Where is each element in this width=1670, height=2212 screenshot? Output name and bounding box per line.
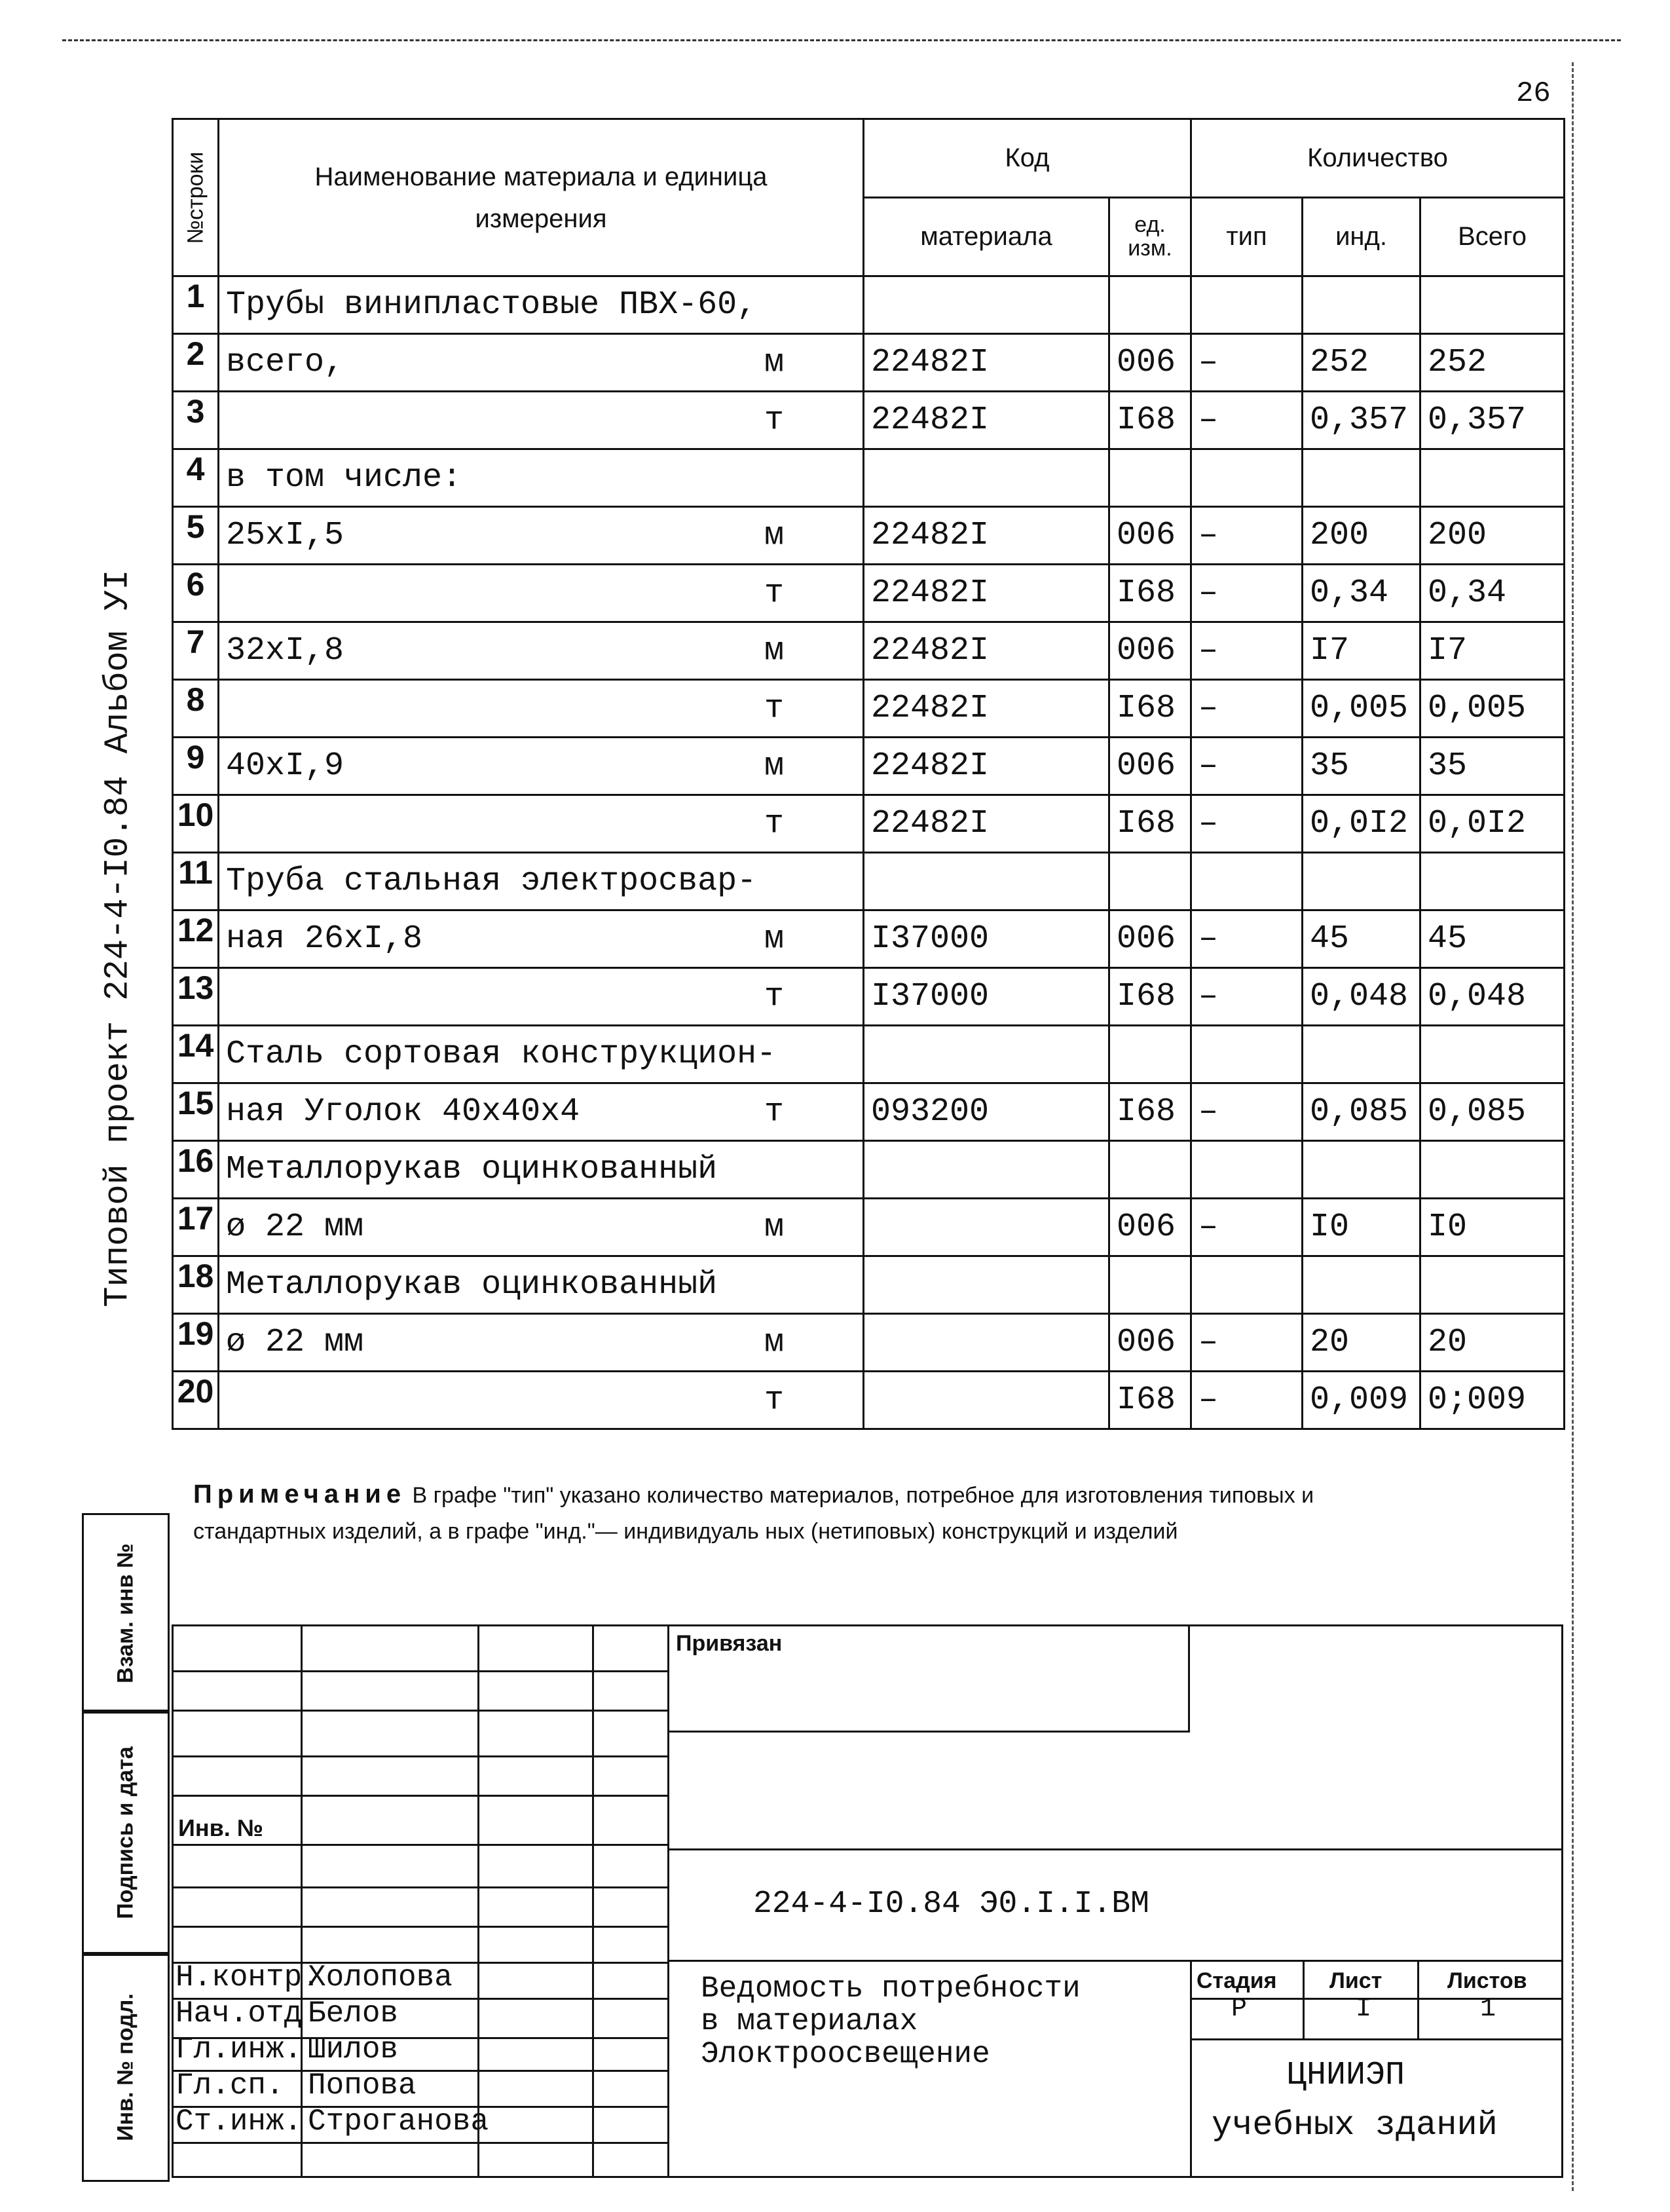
unit-code — [1109, 276, 1191, 334]
material-name — [219, 853, 864, 910]
qty-ind: 0,005 — [1303, 680, 1420, 738]
row-number: 5 — [173, 507, 219, 565]
material-code: 22482I — [864, 507, 1109, 565]
qty-total: 200 — [1420, 507, 1565, 565]
row-number: 17 — [173, 1199, 219, 1256]
material-code: 22482I — [864, 795, 1109, 853]
qty-ind: 20 — [1303, 1314, 1420, 1372]
row-number: 3 — [173, 392, 219, 449]
unit-text: м — [764, 1324, 784, 1361]
qty-type: – — [1191, 392, 1303, 449]
qty-total — [1420, 449, 1565, 507]
qty-total: 0,085 — [1420, 1083, 1565, 1141]
unit-text: м — [764, 344, 784, 381]
side-project-number: Типовой проект 224-4-I0.84 — [98, 776, 138, 1307]
material-name — [219, 1141, 864, 1199]
qty-ind: 35 — [1303, 738, 1420, 795]
table-row — [173, 1199, 1565, 1256]
unit-text: т — [764, 574, 784, 612]
unit-code: I68 — [1109, 1372, 1191, 1429]
table-row — [173, 1083, 1565, 1141]
qty-type: – — [1191, 968, 1303, 1026]
qty-type: – — [1191, 622, 1303, 680]
qty-type: – — [1191, 1199, 1303, 1256]
qty-type — [1191, 1026, 1303, 1083]
material-name — [219, 1256, 864, 1314]
qty-total: 0,048 — [1420, 968, 1565, 1026]
material-code: 22482I — [864, 738, 1109, 795]
qty-type — [1191, 276, 1303, 334]
material-name-text: Трубы винипластовые ПВХ-60, — [226, 286, 757, 324]
qty-ind — [1303, 449, 1420, 507]
row-number: 10 — [173, 795, 219, 853]
document-designation: 224-4-I0.84 Э0.I.I.ВМ — [753, 1886, 1149, 1922]
staff-name: Белов — [308, 1996, 399, 2031]
row-number: 7 — [173, 622, 219, 680]
header-row-number: №строки — [173, 119, 219, 276]
qty-type: – — [1191, 738, 1303, 795]
unit-code: 006 — [1109, 910, 1191, 968]
material-name-text: 32xI,8 — [226, 632, 344, 669]
header-code: Код — [864, 119, 1191, 198]
qty-total: 35 — [1420, 738, 1565, 795]
table-row — [173, 795, 1565, 853]
sheets-label: Листов — [1447, 1968, 1527, 1993]
doc-title-1: Ведомость потребности — [701, 1972, 1081, 2006]
note-heading: Примечание — [193, 1480, 407, 1509]
stage-label: Стадия — [1197, 1968, 1277, 1993]
doc-title-3: Элоктроосвещение — [701, 2037, 990, 2071]
qty-ind: 0,048 — [1303, 968, 1420, 1026]
page-number: 26 — [1516, 77, 1551, 110]
material-name-text: ø 22 мм — [226, 1324, 364, 1361]
material-code: 22482I — [864, 622, 1109, 680]
table-row — [173, 565, 1565, 622]
unit-text: м — [764, 517, 784, 554]
table-row — [173, 1372, 1565, 1429]
staff-role: Н.контр. — [176, 1960, 320, 1995]
qty-ind — [1303, 853, 1420, 910]
unit-code: I68 — [1109, 1083, 1191, 1141]
qty-type: – — [1191, 910, 1303, 968]
qty-type: – — [1191, 565, 1303, 622]
unit-text: т — [764, 1381, 784, 1419]
material-name — [219, 1314, 864, 1372]
table-row — [173, 1256, 1565, 1314]
material-name — [219, 392, 864, 449]
qty-type: – — [1191, 680, 1303, 738]
material-code — [864, 1314, 1109, 1372]
material-name — [219, 334, 864, 392]
material-name-text: 40xI,9 — [226, 747, 344, 785]
material-name — [219, 795, 864, 853]
album-label: Альбом УI — [98, 569, 138, 754]
material-name — [219, 276, 864, 334]
unit-code: I68 — [1109, 565, 1191, 622]
qty-type: – — [1191, 1314, 1303, 1372]
material-name-text: Труба стальная электросвар- — [226, 863, 757, 900]
material-name — [219, 1372, 864, 1429]
qty-ind — [1303, 276, 1420, 334]
unit-code: 006 — [1109, 1314, 1191, 1372]
qty-total — [1420, 276, 1565, 334]
unit-code: 006 — [1109, 1199, 1191, 1256]
material-name — [219, 449, 864, 507]
row-number: 9 — [173, 738, 219, 795]
unit-text: м — [764, 747, 784, 785]
margin-inv-podl: Инв. № подл. — [82, 1952, 170, 2182]
table-row — [173, 738, 1565, 795]
table-row — [173, 853, 1565, 910]
material-code — [864, 853, 1109, 910]
org-name-1: ЦНИИЭП — [1287, 2057, 1405, 2094]
unit-text: м — [764, 632, 784, 669]
material-name-text: Металлорукав оцинкованный — [226, 1266, 718, 1303]
qty-ind: 0,0I2 — [1303, 795, 1420, 853]
unit-code — [1109, 1026, 1191, 1083]
qty-total: I0 — [1420, 1199, 1565, 1256]
staff-role: Гл.инж. — [176, 2033, 303, 2067]
staff-name: Строганова — [308, 2105, 489, 2139]
material-name-text: Сталь сортовая конструкцион- — [226, 1036, 777, 1073]
material-code — [864, 276, 1109, 334]
qty-ind: 252 — [1303, 334, 1420, 392]
qty-type: – — [1191, 334, 1303, 392]
row-number: 20 — [173, 1372, 219, 1429]
qty-ind — [1303, 1026, 1420, 1083]
staff-role: Ст.инж. — [176, 2105, 303, 2139]
unit-code — [1109, 853, 1191, 910]
qty-ind: I0 — [1303, 1199, 1420, 1256]
qty-type — [1191, 449, 1303, 507]
qty-type — [1191, 1141, 1303, 1199]
qty-type: – — [1191, 507, 1303, 565]
material-code — [864, 1372, 1109, 1429]
material-code: I37000 — [864, 910, 1109, 968]
note — [193, 1474, 1438, 1549]
material-code: 093200 — [864, 1083, 1109, 1141]
qty-total: 0,357 — [1420, 392, 1565, 449]
table-row — [173, 968, 1565, 1026]
qty-ind — [1303, 1256, 1420, 1314]
table-row — [173, 276, 1565, 334]
unit-text: т — [764, 1093, 784, 1131]
unit-code: 006 — [1109, 334, 1191, 392]
row-number: 8 — [173, 680, 219, 738]
header-qty-ind: инд. — [1303, 198, 1420, 276]
row-number: 1 — [173, 276, 219, 334]
staff-name: Шилов — [308, 2033, 399, 2067]
row-number: 4 — [173, 449, 219, 507]
unit-code: I68 — [1109, 392, 1191, 449]
top-dashed-line — [62, 39, 1621, 41]
material-name — [219, 507, 864, 565]
qty-ind: 45 — [1303, 910, 1420, 968]
staff-role: Нач.отд — [176, 1996, 303, 2031]
qty-ind: I7 — [1303, 622, 1420, 680]
material-name-text: ная 26xI,8 — [226, 920, 423, 958]
qty-total — [1420, 1141, 1565, 1199]
row-number: 16 — [173, 1141, 219, 1199]
qty-total: 20 — [1420, 1314, 1565, 1372]
unit-code: I68 — [1109, 680, 1191, 738]
table-row — [173, 1314, 1565, 1372]
org-name-2: учебных зданий — [1212, 2106, 1498, 2145]
unit-code: 006 — [1109, 622, 1191, 680]
header-code-material: материала — [864, 198, 1109, 276]
sheet-label: Лист — [1329, 1968, 1382, 1993]
inv-no-label: Инв. № — [178, 1814, 263, 1841]
material-name-text: ная Уголок 40x40x4 — [226, 1093, 580, 1131]
row-number: 14 — [173, 1026, 219, 1083]
unit-code: I68 — [1109, 968, 1191, 1026]
material-code: 22482I — [864, 680, 1109, 738]
qty-total: 0;009 — [1420, 1372, 1565, 1429]
side-project-label — [99, 570, 138, 754]
unit-code — [1109, 1141, 1191, 1199]
material-code: 22482I — [864, 334, 1109, 392]
material-code — [864, 1256, 1109, 1314]
row-number: 19 — [173, 1314, 219, 1372]
unit-text: т — [764, 978, 784, 1015]
unit-code — [1109, 1256, 1191, 1314]
qty-ind: 0,009 — [1303, 1372, 1420, 1429]
material-name — [219, 968, 864, 1026]
right-dashed-line — [1572, 62, 1574, 2191]
material-code — [864, 449, 1109, 507]
row-number: 2 — [173, 334, 219, 392]
material-code: 22482I — [864, 565, 1109, 622]
staff-role: Гл.сп. — [176, 2069, 284, 2103]
table-row — [173, 334, 1565, 392]
sheets-value: 1 — [1480, 1995, 1496, 2024]
margin-podpis: Подпись и дата — [82, 1710, 170, 1956]
material-name-text: Металлорукав оцинкованный — [226, 1151, 718, 1188]
privyazan-label: Привязан — [676, 1631, 783, 1656]
qty-type: – — [1191, 1372, 1303, 1429]
material-name — [219, 680, 864, 738]
qty-total: 0,0I2 — [1420, 795, 1565, 853]
material-name-text: ø 22 мм — [226, 1209, 364, 1246]
unit-text: т — [764, 402, 784, 439]
qty-ind — [1303, 1141, 1420, 1199]
table-row — [173, 1141, 1565, 1199]
material-name-text: в том числе: — [226, 459, 462, 497]
table-row — [173, 910, 1565, 968]
unit-text: м — [764, 920, 784, 958]
qty-total — [1420, 853, 1565, 910]
row-number: 6 — [173, 565, 219, 622]
header-quantity: Количество — [1191, 119, 1565, 198]
row-number: 11 — [173, 853, 219, 910]
row-number: 15 — [173, 1083, 219, 1141]
staff-name: Холопова — [308, 1960, 453, 1995]
materials-table — [172, 118, 1565, 1430]
unit-text: т — [764, 805, 784, 842]
margin-vzam: Взам. инв № — [82, 1513, 170, 1714]
unit-code: 006 — [1109, 507, 1191, 565]
unit-text: т — [764, 690, 784, 727]
material-name — [219, 1083, 864, 1141]
note-text: В графе "тип" указано количество материалов, потребное для изготовления типовых и стандартных изделий, а в графе "инд."— индивидуаль ных (нетиповых) конструкций и изделий — [193, 1483, 1314, 1544]
unit-text: м — [764, 1209, 784, 1246]
material-name — [219, 738, 864, 795]
material-code — [864, 1199, 1109, 1256]
material-name — [219, 622, 864, 680]
qty-ind: 0,34 — [1303, 565, 1420, 622]
qty-total: 252 — [1420, 334, 1565, 392]
stage-value: Р — [1231, 1995, 1248, 2024]
material-code: I37000 — [864, 968, 1109, 1026]
material-name — [219, 565, 864, 622]
unit-code — [1109, 449, 1191, 507]
header-qty-total: Всего — [1420, 198, 1565, 276]
material-name-text: всего, — [226, 344, 344, 381]
header-code-unit: ед. изм. — [1109, 198, 1191, 276]
doc-title-2: в материалах — [701, 2004, 918, 2038]
material-code — [864, 1026, 1109, 1083]
table-row — [173, 507, 1565, 565]
material-name — [219, 1026, 864, 1083]
qty-type: – — [1191, 1083, 1303, 1141]
unit-code: I68 — [1109, 795, 1191, 853]
qty-type — [1191, 1256, 1303, 1314]
qty-total — [1420, 1256, 1565, 1314]
table-row — [173, 449, 1565, 507]
header-qty-type: тип — [1191, 198, 1303, 276]
qty-type — [1191, 853, 1303, 910]
qty-total — [1420, 1026, 1565, 1083]
qty-ind: 200 — [1303, 507, 1420, 565]
table-row — [173, 622, 1565, 680]
qty-total: 0,005 — [1420, 680, 1565, 738]
sheet-value: I — [1356, 1995, 1372, 2024]
qty-ind: 0,085 — [1303, 1083, 1420, 1141]
material-code: 22482I — [864, 392, 1109, 449]
row-number: 18 — [173, 1256, 219, 1314]
row-number: 12 — [173, 910, 219, 968]
qty-ind: 0,357 — [1303, 392, 1420, 449]
table-row — [173, 1026, 1565, 1083]
material-name — [219, 910, 864, 968]
row-number: 13 — [173, 968, 219, 1026]
table-row — [173, 680, 1565, 738]
material-code — [864, 1141, 1109, 1199]
table-row — [173, 392, 1565, 449]
qty-total: 45 — [1420, 910, 1565, 968]
material-name-text: 25xI,5 — [226, 517, 344, 554]
qty-total: I7 — [1420, 622, 1565, 680]
qty-type: – — [1191, 795, 1303, 853]
staff-name: Попова — [308, 2069, 417, 2103]
material-name — [219, 1199, 864, 1256]
qty-total: 0,34 — [1420, 565, 1565, 622]
header-name: Наименование материала и единица измерения — [219, 119, 864, 276]
unit-code: 006 — [1109, 738, 1191, 795]
